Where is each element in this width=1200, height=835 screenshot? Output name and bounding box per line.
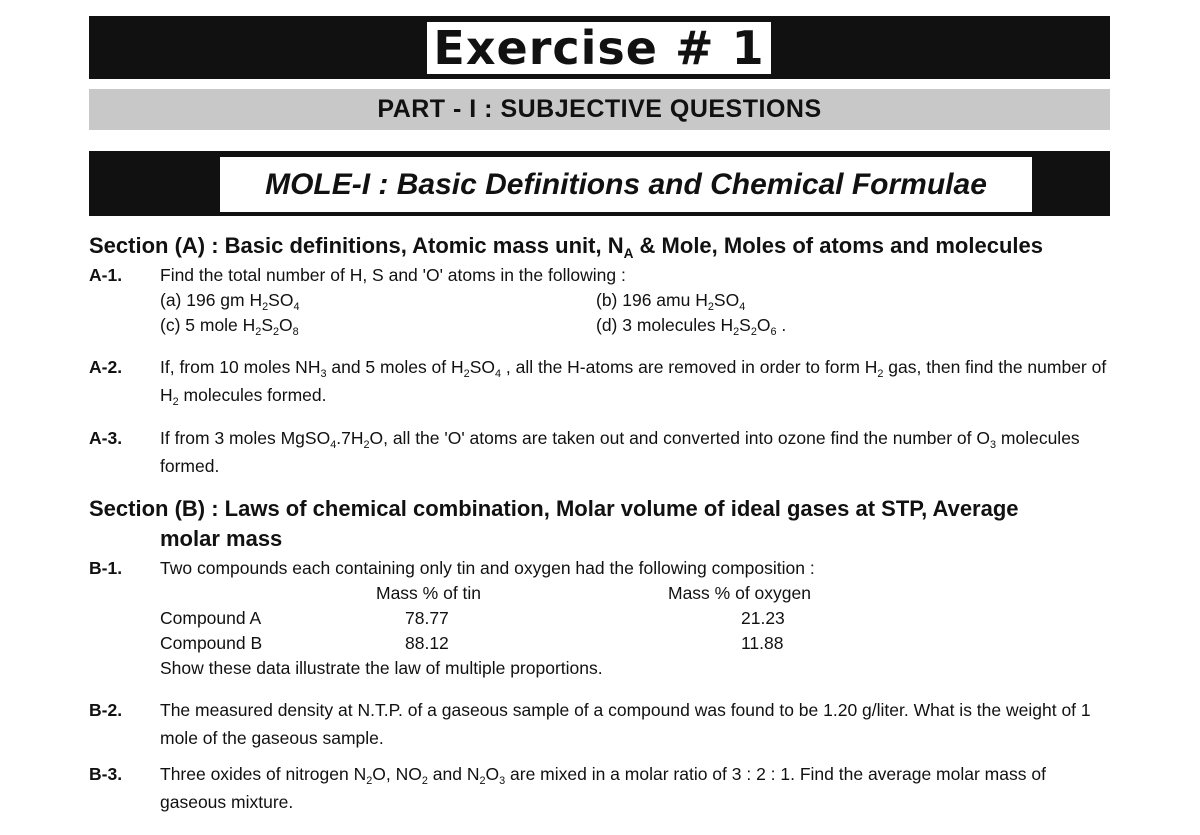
part-title: PART - I : SUBJECTIVE QUESTIONS [89,89,1110,130]
tin-percent: 78.77 [405,608,449,628]
column-header-tin: Mass % of tin [376,583,482,603]
question-label-b3: B-3. [89,764,123,784]
question-label-a1: A-1. [89,265,123,285]
question-label-a2: A-2. [89,357,123,377]
a1-option-c: (c) 5 mole $H_2S_2O_8$ [160,315,299,338]
a1-option-b: (b) 196 amu $H_2SO_4$ [596,290,746,313]
question-label-b2: B-2. [89,700,123,720]
a1-option-d: (d) 3 molecules $H_2S_2O_6$ . [596,315,787,338]
section-b-heading-line2: molar mass [160,526,283,551]
oxygen-percent: 11.88 [741,633,784,653]
question-text-a1: Find the total number of H, S and 'O' atoms in the following : [160,265,626,285]
question-text-b1: Two compounds each containing only tin and oxygen had the following composition : [160,558,815,578]
question-label-a3: A-3. [89,428,123,448]
question-text-a3: If from 3 moles $MgSO_4.7H_2O$, all the 'O' atoms are taken out and converted into ozone find the number of $O_3$ molecules formed. [160,428,1080,476]
a1-option-a: (a) 196 gm $H_2SO_4$ [160,290,300,313]
question-text-b3: Three oxides of nitrogen $N_2O$, $NO_2$ and $N_2O_3$ are mixed in a molar ratio of 3 : 2 : 1. Find the average molar mass of gaseous mixture. [160,764,1046,812]
topic-title: MOLE-I : Basic Definitions and Chemical Formulae [220,157,1032,212]
tin-percent: 88.12 [405,633,449,653]
oxygen-percent: 21.23 [741,608,785,628]
b1-footer-text: Show these data illustrate the law of multiple proportions. [160,658,603,678]
column-header-oxygen: Mass % of oxygen [668,583,811,603]
question-text-b2: The measured density at N.T.P. of a gaseous sample of a compound was found to be 1.20 g/liter. What is the weight of 1 mole of the gaseous sample. [160,700,1091,748]
section-a-heading: Section (A) : Basic definitions, Atomic mass unit, $N_A$ & Mole, Moles of atoms and molecules [89,233,1043,261]
question-text-a2: If, from 10 moles $NH_3$ and 5 moles of $H_2SO_4$ , all the H-atoms are removed in order to form $H_2$ gas, then find the number of $H_2$ molecules formed. [160,357,1107,408]
compound-name: Compound A [160,608,262,628]
section-b-heading-line1: Section (B) : Laws of chemical combination, Molar volume of ideal gases at STP, Average [89,496,1019,521]
exercise-title: Exercise # 1 [425,20,773,76]
question-label-b1: B-1. [89,558,123,578]
compound-name: Compound B [160,633,263,653]
